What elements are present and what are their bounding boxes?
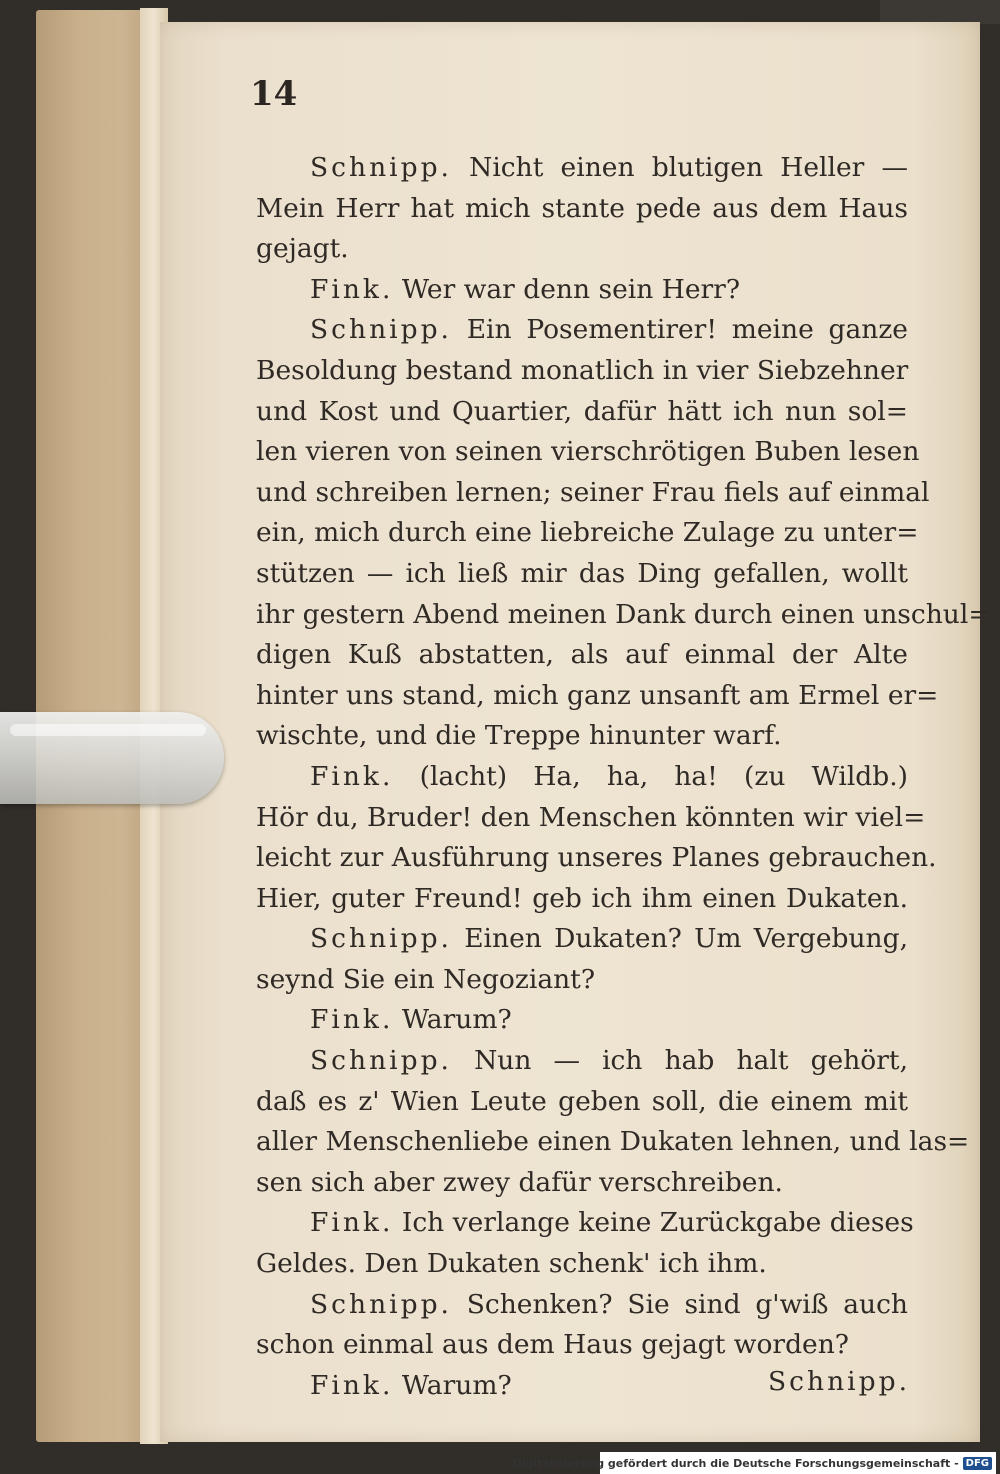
speaker-name: Schnipp. [310, 1045, 452, 1077]
line-text: digen Kuß abstatten, als auf einmal der Alte [256, 639, 908, 671]
catchword: Schnipp. [768, 1366, 910, 1397]
text-line [256, 513, 919, 554]
line-text: Ich verlange keine Zurückgabe dieses [393, 1207, 914, 1239]
text-line [256, 716, 908, 757]
text-line [256, 676, 939, 717]
line-text: Mein Herr hat mich stante pede aus dem Haus [256, 192, 908, 224]
text-line [256, 595, 991, 636]
line-text: Ein Posementirer! meine ganze [451, 314, 908, 346]
line-text: Hör du, Bruder! den Menschen könnten wir viel= [256, 801, 926, 833]
text-line [256, 798, 926, 839]
text-line [256, 1285, 908, 1326]
line-text: ihr gestern Abend meinen Dank durch einen unschul= [256, 598, 991, 630]
line-text: Warum? [393, 1004, 512, 1036]
speaker-name: Fink. [310, 1207, 394, 1239]
speaker-name: Fink. [310, 273, 394, 305]
text-line [256, 1000, 908, 1041]
footer-credit-bar [512, 1452, 996, 1474]
line-text: ein, mich durch eine liebreiche Zulage zu unter= [256, 517, 919, 549]
line-text: wischte, und die Treppe hinunter warf. [256, 720, 782, 752]
line-text: und Kost und Quartier, dafür hätt ich nun sol= [256, 395, 908, 427]
text-line [256, 554, 908, 595]
text-line [256, 757, 908, 798]
line-text: Besoldung bestand monatlich in vier Siebzehner [256, 354, 909, 386]
line-text: und schreiben lernen; seiner Frau fiels auf einmal [256, 476, 930, 508]
text-line [256, 1203, 914, 1244]
text-line [256, 473, 930, 514]
line-text: daß es z' Wien Leute geben soll, die einem mit [256, 1085, 908, 1117]
text-line [256, 189, 908, 230]
text-line [256, 1163, 908, 1204]
line-text: aller Menschenliebe einen Dukaten lehnen, und las= [256, 1126, 970, 1158]
line-text: gejagt. [256, 233, 349, 265]
scan-border [880, 0, 1000, 24]
line-text: leicht zur Ausführung unseres Planes gebrauchen. [256, 842, 937, 874]
line-text: Warum? [393, 1369, 512, 1401]
page-marker-clip [0, 712, 224, 804]
text-line [256, 270, 908, 311]
page-text [256, 148, 991, 1406]
line-text: Nun — ich hab halt gehört, [451, 1045, 908, 1077]
line-text: Wer war denn sein Herr? [393, 273, 741, 305]
text-line [256, 432, 920, 473]
text-line [256, 148, 908, 189]
line-text: Einen Dukaten? Um Vergebung, [451, 923, 908, 955]
line-text: len vieren von seinen vierschrötigen Buben lesen [256, 436, 920, 468]
text-line [256, 229, 908, 270]
speaker-name: Schnipp. [310, 923, 452, 955]
text-line [256, 919, 908, 960]
text-line [256, 960, 908, 1001]
text-line [256, 1041, 908, 1082]
line-text: seynd Sie ein Negoziant? [256, 963, 596, 995]
text-line [256, 310, 908, 351]
speaker-name: Fink. [310, 760, 394, 792]
text-line [256, 1244, 908, 1285]
line-text: stützen — ich ließ mir das Ding gefallen, wollt [256, 557, 908, 589]
line-text: sen sich aber zwey dafür verschreiben. [256, 1166, 783, 1198]
line-text: schon einmal aus dem Haus gejagt worden? [256, 1329, 850, 1361]
dfg-logo: DFG [963, 1457, 992, 1470]
text-line [256, 392, 908, 433]
line-text: hinter uns stand, mich ganz unsanft am Ermel er= [256, 679, 939, 711]
text-line [256, 635, 908, 676]
speaker-name: Schnipp. [310, 152, 452, 183]
footer-credit: Digitalisierung gefördert durch die Deutsche Forschungsgemeinschaft - [512, 1456, 959, 1470]
line-text: Geldes. Den Dukaten schenk' ich ihm. [256, 1248, 767, 1280]
text-line [256, 879, 908, 920]
text-line [256, 351, 908, 392]
line-text: Schenken? Sie sind g'wiß auch [451, 1288, 908, 1320]
line-text: Nicht einen blutigen Heller — [451, 152, 908, 183]
speaker-name: Schnipp. [310, 314, 452, 346]
text-line [256, 1122, 970, 1163]
line-text: (lacht) Ha, ha, ha! (zu Wildb.) [393, 760, 908, 792]
line-text: Hier, guter Freund! geb ich ihm einen Dukaten. [256, 882, 908, 914]
speaker-name: Schnipp. [310, 1288, 452, 1320]
text-line [256, 1082, 908, 1123]
speaker-name: Fink. [310, 1369, 394, 1401]
text-line [256, 838, 937, 879]
page-number: 14 [250, 74, 298, 114]
text-line [256, 1325, 908, 1366]
speaker-name: Fink. [310, 1004, 394, 1036]
